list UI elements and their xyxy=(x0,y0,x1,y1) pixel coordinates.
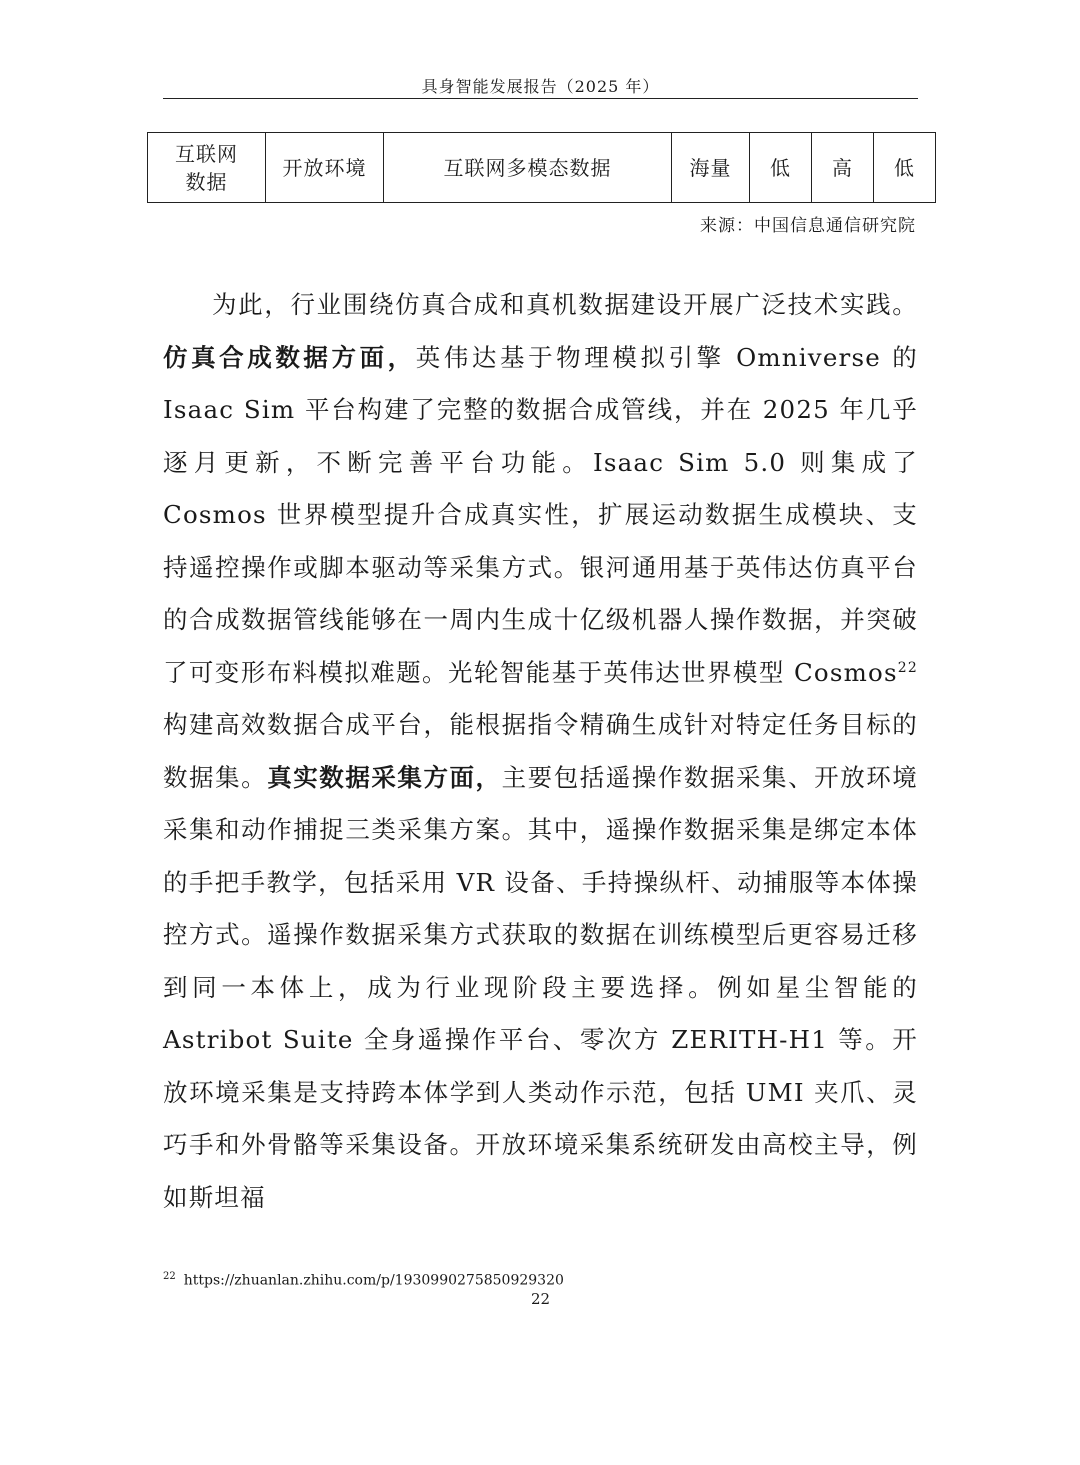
header-divider xyxy=(163,98,918,99)
heading-real-data: 真实数据采集方面， xyxy=(267,762,502,792)
table-source-note: 来源：中国信息通信研究院 xyxy=(700,216,916,236)
table-cell-6: 高 xyxy=(812,133,874,203)
table-cell-7: 低 xyxy=(874,133,936,203)
category-line-2: 数据 xyxy=(185,169,228,194)
body-paragraph xyxy=(163,279,918,1224)
text-real-data: 主要包括遥操作数据采集、开放环境采集和动作捕捉三类采集方案。其中，遥操作数据采集是绑定本体的手把手教学，包括采用 VR 设备、手持操纵杆、动捕服等本体操控方式。遥操作数据采集方式获取的数据在训练模型后更容易迁移到同一本体上，成为行业现阶段主要选择。例如星尘智能的 Astribot Suite 全身遥操作平台、零次方 ZERITH-H1 等。开放环境采集是支持跨本体学到人类动作示范，包括 UMI 夹爪、灵巧手和外骨骼等采集设备。开放环境采集系统研发由高校主导，例如斯坦福 xyxy=(163,762,918,1212)
table-cell-environment: 开放环境 xyxy=(266,133,384,203)
footnote-url: https://zhuanlan.zhihu.com/p/1930990275850929320 xyxy=(183,1272,564,1289)
table-cell-data-type: 互联网多模态数据 xyxy=(384,133,672,203)
page-header xyxy=(163,76,918,98)
category-line-1: 互联网 xyxy=(175,141,238,166)
table-cell-5: 低 xyxy=(750,133,812,203)
heading-simulation-data: 仿真合成数据方面， xyxy=(163,342,416,372)
data-source-table xyxy=(147,132,936,203)
footnote xyxy=(163,1268,564,1290)
footnote-number: 22 xyxy=(163,1271,176,1282)
report-title: 具身智能发展报告（2025 年） xyxy=(421,77,660,96)
table-cell-scale: 海量 xyxy=(672,133,750,203)
table-cell-category xyxy=(148,133,266,203)
text-simulation-data: 英伟达基于物理模拟引擎 Omniverse 的 Isaac Sim 平台构建了完整的数据合成管线，并在 2025 年几乎逐月更新，不断完善平台功能。Isaac Sim 5.0 则集成了 Cosmos 世界模型提升合成真实性，扩展运动数据生成模块、支持遥控操作或脚本驱动等采集方式。银河通用基于英伟达仿真平台的合成数据管线能够在一周内生成十亿级机器人操作数据，并突破了可变形布料模拟难题。光轮智能基于英伟达世界模型 Cosmos xyxy=(163,342,918,687)
text-simulation-data-cont: 构建高效数据合成平台，能根据指令精确生成针对特定任务目标的数据集。 xyxy=(163,710,918,792)
page-number: 22 xyxy=(530,1290,551,1308)
table-row xyxy=(148,133,936,203)
sentence-intro: 为此，行业围绕仿真合成和真机数据建设开展广泛技术实践。 xyxy=(212,290,918,319)
footnote-reference: 22 xyxy=(897,659,918,676)
